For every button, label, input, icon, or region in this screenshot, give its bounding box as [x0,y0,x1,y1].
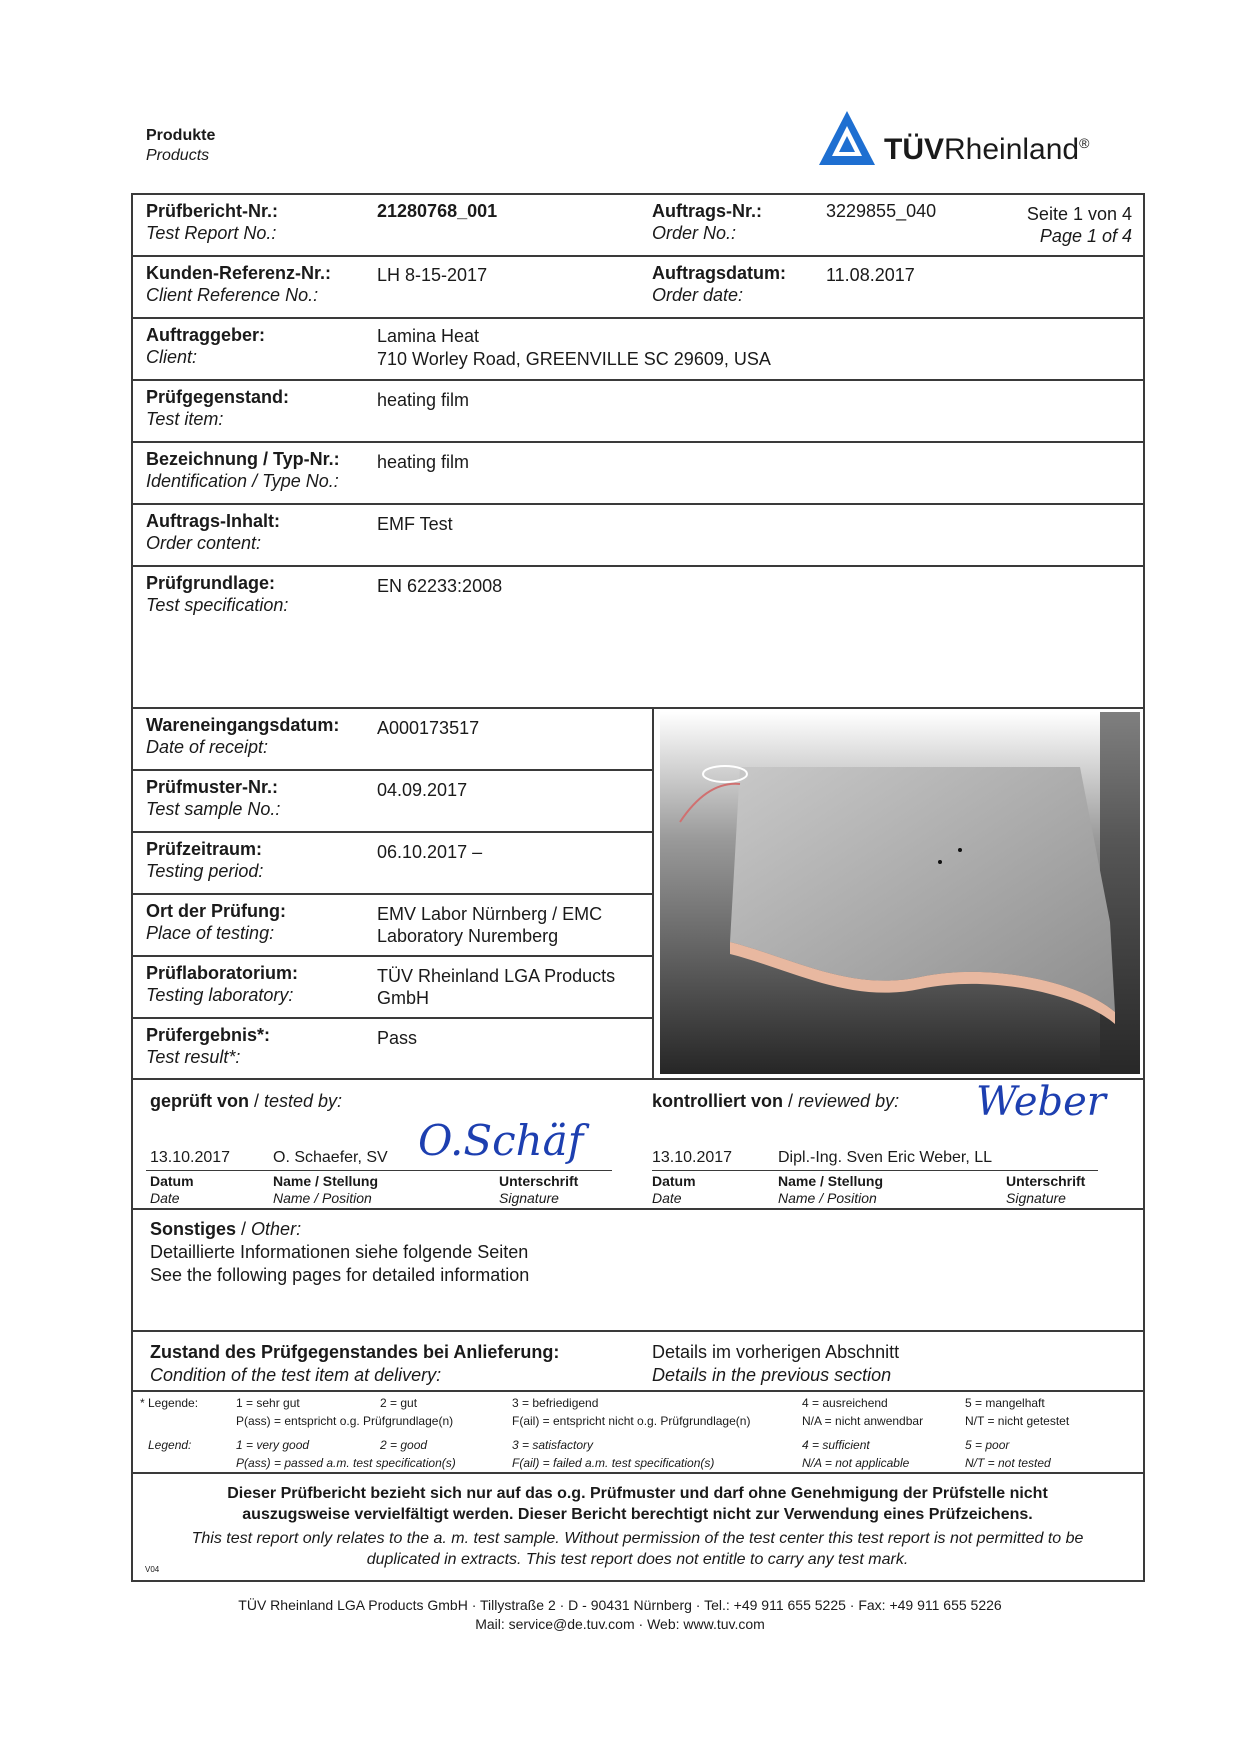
tester-sign-line [146,1170,612,1171]
page-number-en: Page 1 of 4 [1039,226,1132,246]
tested-by-label [150,1090,342,1112]
reviewer-signature: Weber [976,1079,1106,1125]
order-content-value: EMF Test [377,514,453,534]
tested-by-slash: / [249,1091,265,1111]
client-name: Lamina Heat [377,326,480,346]
disclaimer-en-2: duplicated in extracts. This test report does not entitle to carry any test mark. [366,1551,909,1568]
legend-en-1: 1 = very good [236,1438,310,1452]
legend-en-5: 5 = poor [965,1438,1010,1452]
period-value: 06.10.2017 – [377,842,483,862]
legend-de-4: 4 = ausreichend [802,1396,888,1410]
client-ref-label-en: Client Reference No.: [146,285,319,305]
lab-label-de: Prüflaboratorium: [146,963,299,983]
place-label-en: Place of testing: [146,923,275,943]
reviewer-sign-line [652,1170,1098,1171]
reviewed-by-de: kontrolliert von [652,1091,784,1111]
condition-value-en: Details in the previous section [652,1365,892,1385]
legend-de-label: * Legende: [140,1396,199,1410]
heating-film-photo [660,712,1140,1074]
other-title-slash: / [236,1219,252,1239]
identification-label-de: Bezeichnung / Typ-Nr.: [146,449,340,469]
logo-registered: ® [1079,135,1090,151]
period-label-en: Testing period: [146,861,264,881]
condition-label-en: Condition of the test item at delivery: [150,1365,442,1385]
test-spec-label-en: Test specification: [146,595,289,615]
order-no-label-en: Order No.: [652,223,737,243]
order-date-label-en: Order date: [652,285,744,305]
condition-value-de: Details im vorherigen Abschnitt [652,1342,900,1362]
disclaimer-de-2: auszugsweise vervielfältigt werden. Dieser Bericht berechtigt nicht zur Verwendung eines Prüfzeichens. [242,1506,1033,1523]
reviewer-unterschrift-en: Signature [1006,1190,1066,1206]
disclaimer-de-1: Dieser Prüfbericht bezieht sich nur auf das o.g. Prüfmuster und darf ohne Genehmigung der Prüfstelle nicht [227,1485,1048,1502]
report-no-value: 21280768_001 [377,201,498,221]
legend-de-5: 5 = mangelhaft [965,1396,1045,1410]
products-label: Products [146,147,210,164]
tester-name: O. Schaefer, SV [273,1149,388,1166]
lab-value-2: GmbH [377,988,430,1008]
order-no-value: 3229855_040 [826,201,937,221]
sample-value: 04.09.2017 [377,780,468,800]
lab-value-1: TÜV Rheinland LGA Products [377,966,616,986]
reviewer-unterschrift-de: Unterschrift [1006,1173,1086,1189]
order-content-label-en: Order content: [146,533,262,553]
test-item-label-de: Prüfgegenstand: [146,387,290,407]
legend-en-2: 2 = good [380,1438,428,1452]
order-no-label-de: Auftrags-Nr.: [652,201,763,221]
period-label-de: Prüfzeitraum: [146,839,263,859]
tester-datum-en: Date [150,1190,180,1206]
client-label-en: Client: [146,347,198,367]
logo-rheinland: Rheinland [944,133,1080,166]
receipt-value: A000173517 [377,718,480,738]
result-label-en: Test result*: [146,1047,241,1067]
result-value: Pass [377,1028,418,1048]
tester-name-en: Name / Position [273,1190,372,1206]
reviewer-name-de: Name / Stellung [778,1173,884,1189]
logo-tuv: TÜV [884,133,944,166]
receipt-label-en: Date of receipt: [146,737,269,757]
legend-en-pass: P(ass) = passed a.m. test specification(s) [236,1456,456,1470]
test-item-value: heating film [377,390,470,410]
tested-by-de: geprüft von [150,1091,249,1111]
tester-unterschrift-en: Signature [499,1190,559,1206]
sample-label-en: Test sample No.: [146,799,281,819]
disclaimer-en-1: This test report only relates to the a. m. test sample. Without permission of the test center this test report is not permitted to be [191,1530,1084,1547]
legend-en-label: Legend: [148,1438,192,1452]
client-label-de: Auftraggeber: [146,325,266,345]
place-label-de: Ort der Prüfung: [146,901,286,921]
legend-en-nt: N/T = not tested [965,1456,1051,1470]
order-date-label-de: Auftragsdatum: [652,263,786,283]
place-value-1: EMV Labor Nürnberg / EMC [377,904,603,924]
test-spec-label-de: Prüfgrundlage: [146,573,275,593]
legend-en-na: N/A = not applicable [802,1456,910,1470]
client-ref-value: LH 8-15-2017 [377,265,488,285]
footer-address: TÜV Rheinland LGA Products GmbH · Tillystraße 2 · D - 90431 Nürnberg · Tel.: +49 911 655 5225 · Fax: +49 911 655 5226 [238,1597,1002,1613]
sample-label-de: Prüfmuster-Nr.: [146,777,279,797]
identification-value: heating film [377,452,470,472]
legend-de-fail: F(ail) = entspricht nicht o.g. Prüfgrundlage(n) [512,1414,751,1428]
legend-de-1: 1 = sehr gut [236,1396,300,1410]
legend-en-3: 3 = satisfactory [512,1438,594,1452]
tester-name-de: Name / Stellung [273,1173,379,1189]
tester-datum-de: Datum [150,1173,194,1189]
tuv-triangle-logo-icon [817,108,877,168]
legend-de-3: 3 = befriedigend [512,1396,599,1410]
report-no-label-de: Prüfbericht-Nr.: [146,201,279,221]
order-date-value: 11.08.2017 [826,265,915,285]
reviewer-datum-de: Datum [652,1173,696,1189]
tuv-rheinland-logo-text [884,126,1089,167]
condition-label-de: Zustand des Prüfgegenstandes bei Anlieferung: [150,1342,560,1362]
result-label-de: Prüfergebnis*: [146,1025,271,1045]
lab-label-en: Testing laboratory: [146,985,294,1005]
tester-signature: O.Schäf [418,1116,584,1165]
tested-by-en: tested by: [264,1091,343,1111]
footer-contact: Mail: service@de.tuv.com · Web: www.tuv.com [475,1616,765,1632]
form-version: V04 [145,1565,160,1574]
legend-de-pass: P(ass) = entspricht o.g. Prüfgrundlage(n) [236,1414,454,1428]
order-content-label-de: Auftrags-Inhalt: [146,511,280,531]
legend-en-4: 4 = sufficient [802,1438,870,1452]
legend-de-na: N/A = nicht anwendbar [802,1414,924,1428]
reviewer-datum-en: Date [652,1190,682,1206]
tester-unterschrift-de: Unterschrift [499,1173,579,1189]
client-ref-label-de: Kunden-Referenz-Nr.: [146,263,332,283]
other-title [150,1218,301,1240]
report-no-label-en: Test Report No.: [146,223,277,243]
receipt-label-de: Wareneingangsdatum: [146,715,340,735]
reviewed-by-label [652,1090,899,1112]
reviewer-name-en: Name / Position [778,1190,877,1206]
identification-label-en: Identification / Type No.: [146,471,339,491]
legend-de-2: 2 = gut [380,1396,418,1410]
test-item-label-en: Test item: [146,409,224,429]
test-spec-value: EN 62233:2008 [377,576,503,596]
place-value-2: Laboratory Nuremberg [377,926,559,946]
other-line-1: Detaillierte Informationen siehe folgende Seiten [150,1242,529,1262]
reviewer-name: Dipl.-Ing. Sven Eric Weber, LL [778,1149,993,1166]
produkte-label: Produkte [146,127,216,144]
legend-en-fail: F(ail) = failed a.m. test specification(s) [512,1456,715,1470]
reviewed-by-slash: / [783,1091,799,1111]
reviewer-date: 13.10.2017 [652,1149,733,1166]
other-title-en: Other: [251,1219,302,1239]
client-address: 710 Worley Road, GREENVILLE SC 29609, USA [377,349,771,369]
other-line-2: See the following pages for detailed information [150,1265,530,1285]
reviewed-by-en: reviewed by: [798,1091,900,1111]
page-number-de: Seite 1 von 4 [1026,204,1132,224]
other-title-de: Sonstiges [150,1219,237,1239]
legend-de-nt: N/T = nicht getestet [965,1414,1070,1428]
tester-date: 13.10.2017 [150,1149,231,1166]
